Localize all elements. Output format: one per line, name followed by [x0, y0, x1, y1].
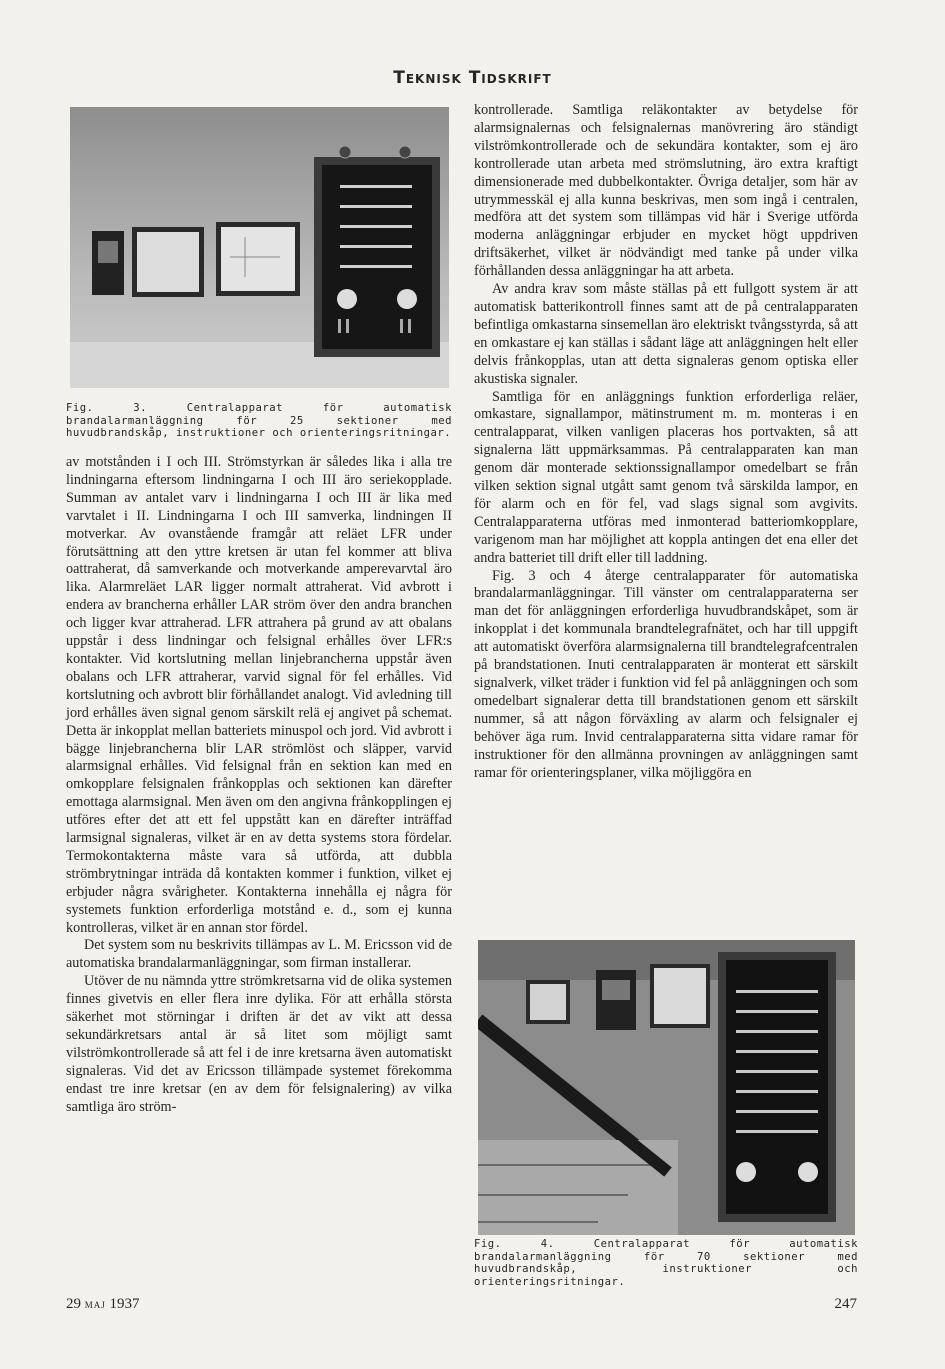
- figure-4-caption: Fig. 4. Centralapparat för automatisk brandalarmanläggning för 70 sektioner med huvudbrandskåp, instruktioner och orienteringsritningar.: [474, 1238, 858, 1288]
- footer-date: [66, 1296, 140, 1313]
- figure-3-photo: [70, 107, 449, 388]
- paragraph: Samtliga för en anläggnings funktion erforderliga reläer, omkastare, signallampor, mätinstrument m. m. monteras i en centralapparat, vilken vanligen placeras hos portvakten, så att signalerna lätt uppmärksammas. På centralapparaten kan man genom där monterade sektionssignallampor omedelbart se från vilken sektion signal utgått samt genom två särskilda lampor, en för alarm och en för fel, vad slags signal som avgivits. Centralapparaterna utföras med inmonterad batteriomkopplare, varigenom man har möjlighet att koppla antingen det ena eller det andra batteriet till drift eller till laddning.: [474, 388, 858, 566]
- paragraph: Utöver de nu nämnda yttre strömkretsarna vid de olika systemen finnes givetvis en eller flera inre dylika. För att erhålla största säkerhet mot störningar i driften är det av vikt att dessa sekundärkretsars antal är så litet som möjligt samt vilströmkontrollerade så att fel i de inre kretsarna även automatiskt signaleras. Vid det av Ericsson tillämpade systemet förekomma endast tre inre kretsar (en av dem för felsignalering) av vilka samtliga äro ström-: [66, 973, 452, 1115]
- footer-month: maj: [84, 1296, 106, 1311]
- left-column: [66, 454, 452, 1117]
- paragraph: Av andra krav som måste ställas på ett fullgott system är att automatisk batterikontroll finnes samt att de på centralapparaten befintliga omkastarna sinsemellan äro elektriskt tvångsstyrda, så att en omkastare ej kan ställas i sådant läge att anläggningen helt eller delvis frånkopplas, utan att detta signaleras genom optiska eller akustiska signaler.: [474, 281, 858, 387]
- paragraph: Fig. 3 och 4 återge centralapparater för automatiska brandalarmanläggningar. Till vänster om centralapparaterna ser man det för anläggningen erforderliga huvudbrandskåpet, som är inkopplat i det kommunala brandtelegrafnätet, och har till uppgift att automatiskt överföra alarmsignalerna till brandtelegrafcentralen på brandstationen. Inuti centralapparaten är monterat ett särskilt signalverk, vilket träder i funktion vid fel på anläggningen och som omedelbart signalerar detta till brandstationen genom ett särskilt nummer, så att någon förväxling av alarm och felsignaler ej behöver äga rum. Invid centralapparaterna sitta vidare ramar för instruktioner för den allmänna provningen av anläggningen samt ramar för orienteringsplaner, vilka möjliggöra en: [474, 567, 858, 781]
- journal-header: Teknisk Tidskrift: [393, 68, 552, 88]
- figure-3-caption: Fig. 3. Centralapparat för automatisk brandalarmanläggning för 25 sektioner med huvudbrandskåp, instruktioner och orienteringsritningar.: [66, 402, 452, 440]
- footer-year: 1937: [109, 1296, 140, 1312]
- page-number: 247: [834, 1296, 857, 1312]
- paragraph: kontrollerade. Samtliga reläkontakter av betydelse för alarmsignalernas och felsignalernas manövrering äro ständigt vilströmkontrollerade och de sekundära kontakter, som ej äro kontrollerade utan arbeta med strömslutning, äro extra kraftigt dimensionerade med dubbelkontakter. Övriga detaljer, som här av utrymmesskäl ej alla kunna beskrivas, men som ingå i centralen, medföra att det system som tillämpas vid här i Sverige utförda moderna anläggningar erbjuder en mycket högt uppdriven driftsäkerhet, vilket är nödvändigt med tanke på under vilka förhållanden dessa anläggningar ha att arbeta.: [474, 102, 858, 280]
- paragraph: av motstånden i I och III. Strömstyrkan är således lika i alla tre lindningarna eftersom lindningarna I och III äro seriekopplade. Summan av antalet varv i lindningarna I och III är lika med varvtalet i II. Lindningarna I och III samverka, lindningen II motverkar. Av ovanstående framgår att reläet LFR under förutsättning att den yttre kretsen är utan fel kommer att bliva oattraherat, då samverkande och motverkande amperevarvtal äro lika. Alarmreläet LAR ligger normalt attraherat. Vid avbrott i endera av brancherna erhåller LAR ström över den andra branchen och ligger kvar attraherad. LFR attrahera på grund av att obalans uppstår i dess lindningar och felsignal erhålles över LFR:s kontakter. Vid kortslutning mellan linjebrancherna uppstår även obalans och LFR attraherar, varvid signal för fel erhålles. Vid kortslutning och avbrott blir förhållandet analogt. Vid avledning till jord erhålles även signal genom särskilt relä ej angivet på schemat. Detta är inkopplat mellan batteriets minuspol och jord. Vid avbrott i bägge linjebrancherna blir LAR strömlöst och släpper, varvid alarmsignal erhålles. Vid felsignal från en sektion kan med en omkopplare felsignalen frånkopplas och sektionen kan därefter emottaga alarmsignal. Men även om den angivna frånkopplingen ej utföres efter det att ett fel uppstått kan en därefter inträffad larmsignal signaleras, vilket är en av detta systems stora fördelar. Termokontakterna måste vara så utförda, att dubbla strömbrytningar inträda då kontakten kommer i funktion, vilket ej erbjuder några svårigheter. Kontakterna innehålla ej några för systemets funktion erforderliga motstånd e. d., som ej kunna kontrolleras, vilket är en annan stor fördel.: [66, 454, 452, 936]
- footer-day: 29: [66, 1296, 81, 1312]
- figure-4-photo: [478, 940, 855, 1235]
- paragraph: Det system som nu beskrivits tillämpas av L. M. Ericsson vid de automatiska brandalarmanläggningar, som firman installerar.: [66, 937, 452, 972]
- right-column: [474, 102, 858, 782]
